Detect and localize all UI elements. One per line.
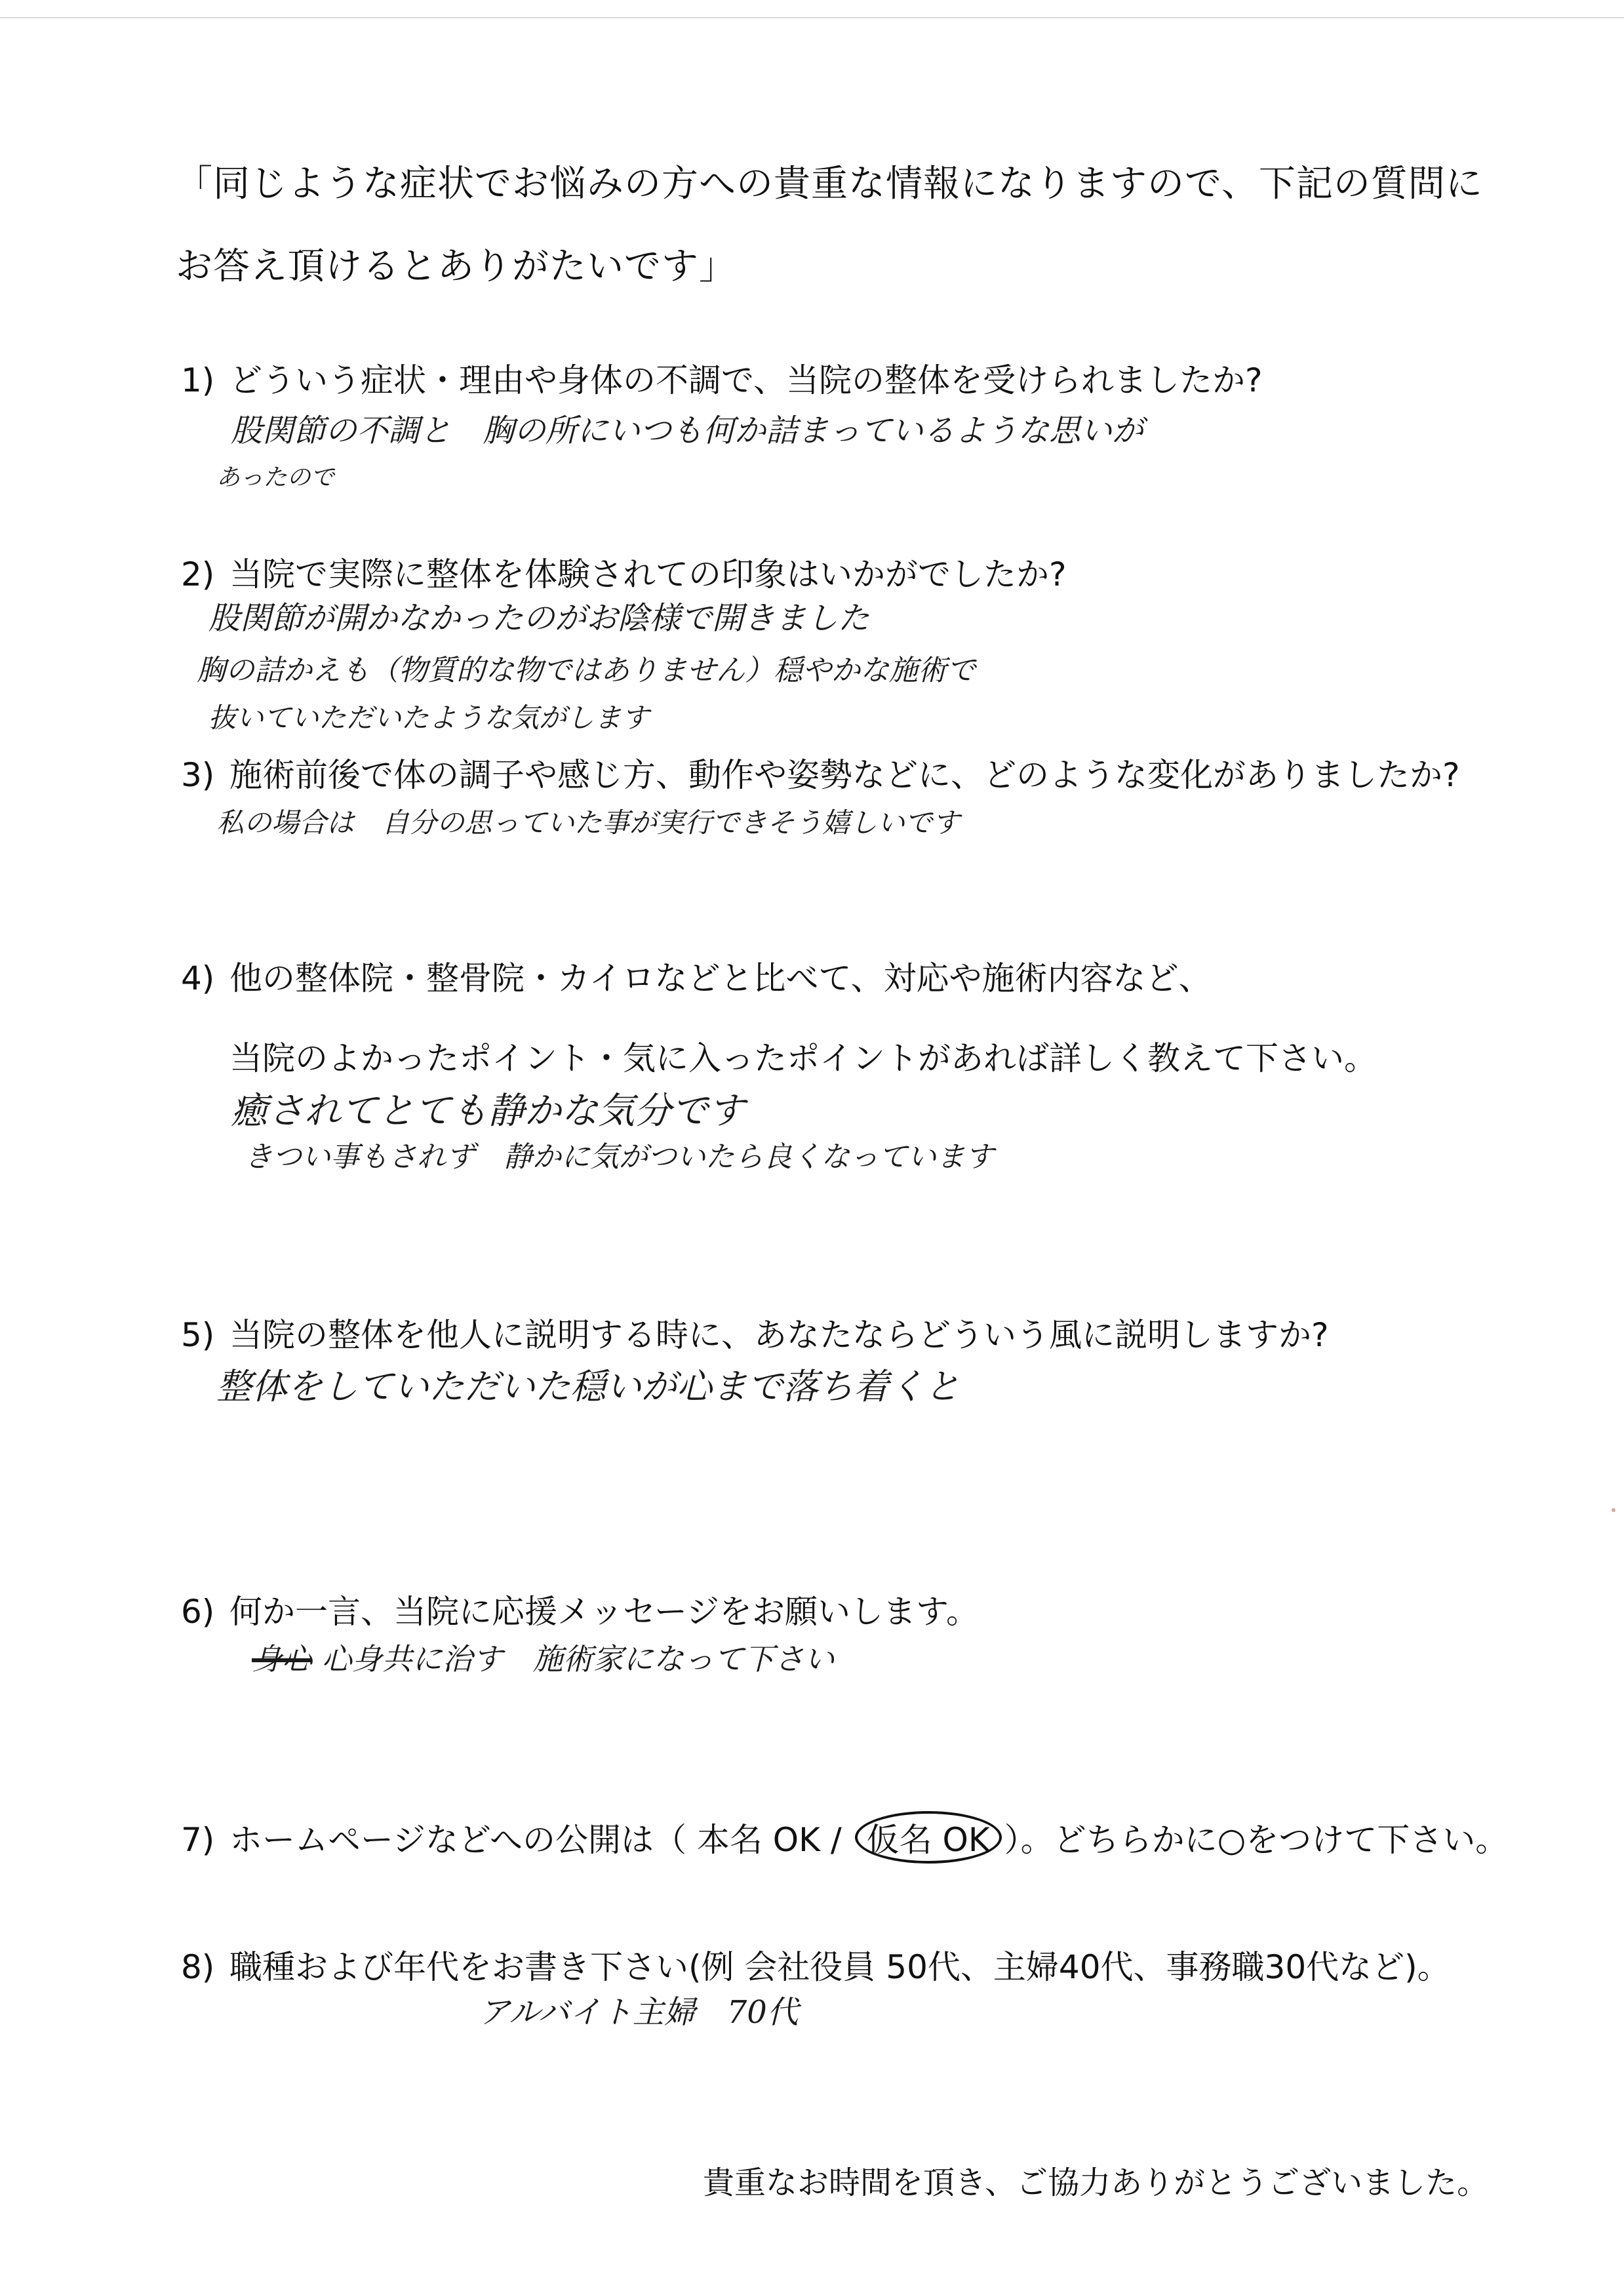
- answer-5-line-1: 整体をしていただいた穏いが心まで落ち着くと: [216, 1366, 960, 1407]
- question-number: 4): [181, 959, 215, 997]
- question-text-b: ）。どちらかに○をつけて下さい。: [1004, 1821, 1509, 1859]
- circled-choice-pseudonym-ok: 仮名 OK: [855, 1811, 1002, 1864]
- question-2: [181, 548, 1067, 595]
- question-text: 当院で実際に整体を体験されての印象はいかがでしたか?: [229, 555, 1067, 593]
- question-4: [181, 952, 1212, 999]
- question-text: 施術前後で体の調子や感じ方、動作や姿勢などに、どのような変化がありましたか?: [229, 756, 1460, 794]
- question-text: 他の整体院・整骨院・カイロなどと比べて、対応や施術内容など、: [229, 959, 1212, 997]
- question-number: 1): [181, 361, 215, 399]
- question-text: 何か一言、当院に応援メッセージをお願いします。: [229, 1593, 979, 1631]
- question-7: [181, 1811, 1508, 1864]
- answer-3-line-1: 私の場合は 自分の思っていた事が実行できそう嬉しいです: [216, 807, 961, 839]
- answer-2-line-2: 胸の詰かえも（物質的な物ではありません）穏やかな施術で: [197, 654, 976, 687]
- question-number: 5): [181, 1316, 215, 1354]
- answer-4-line-1: 癒されてとても静かな気分です: [231, 1090, 745, 1132]
- answer-1-line-1: 股関節の不調と 胸の所にいつも何か詰まっているような思いが: [231, 412, 1144, 449]
- question-number: 6): [181, 1593, 215, 1631]
- question-number: 8): [181, 1948, 215, 1986]
- question-1: [181, 354, 1263, 401]
- intro-line-2: お答え頂けるとありがたいです」: [176, 245, 736, 288]
- question-text-a: ホームページなどへの公開は（ 本名 OK /: [229, 1821, 852, 1859]
- question-number: 2): [181, 555, 215, 593]
- crossed-out-word: 身心: [252, 1641, 312, 1677]
- answer-4-line-2: きつい事もされず 静かに気がついたら良くなっています: [244, 1140, 994, 1174]
- question-8: [181, 1941, 1450, 1988]
- question-6: [181, 1586, 979, 1633]
- question-text: 当院の整体を他人に説明する時に、あなたならどういう風に説明しますか?: [229, 1316, 1329, 1354]
- scan-top-rule: [0, 17, 1624, 18]
- intro-line-1: 「同じような症状でお悩みの方への貴重な情報になりますので、下記の質問に: [176, 163, 1483, 205]
- answer-6-text: 心身共に治す 施術家になって下さい: [321, 1641, 835, 1677]
- question-number: 7): [181, 1821, 215, 1859]
- answer-8-line-1: アルバイト主婦 70代: [479, 1994, 799, 2031]
- question-4-continued: 当院のよかったポイント・気に入ったポイントがあれば詳しく教えて下さい。: [229, 1039, 1377, 1077]
- answer-2-line-3: 抜いていただいたような気がします: [208, 702, 650, 734]
- closing-thanks: 貴重なお時間を頂き、ご協力ありがとうございました。: [703, 2165, 1489, 2201]
- answer-6-line-1: [252, 1635, 835, 1679]
- question-number: 3): [181, 756, 215, 794]
- scan-speck: [1612, 1508, 1615, 1512]
- question-text: どういう症状・理由や身体の不調で、当院の整体を受けられましたか?: [229, 361, 1263, 399]
- question-text: 職種および年代をお書き下さい(例 会社役員 50代、主婦40代、事務職30代など)。: [229, 1948, 1450, 1986]
- question-3: [181, 749, 1460, 796]
- answer-2-line-1: 股関節が開かなかったのがお陰様で開きました: [208, 600, 870, 637]
- question-5: [181, 1309, 1329, 1356]
- answer-1-line-2: あったので: [216, 464, 334, 491]
